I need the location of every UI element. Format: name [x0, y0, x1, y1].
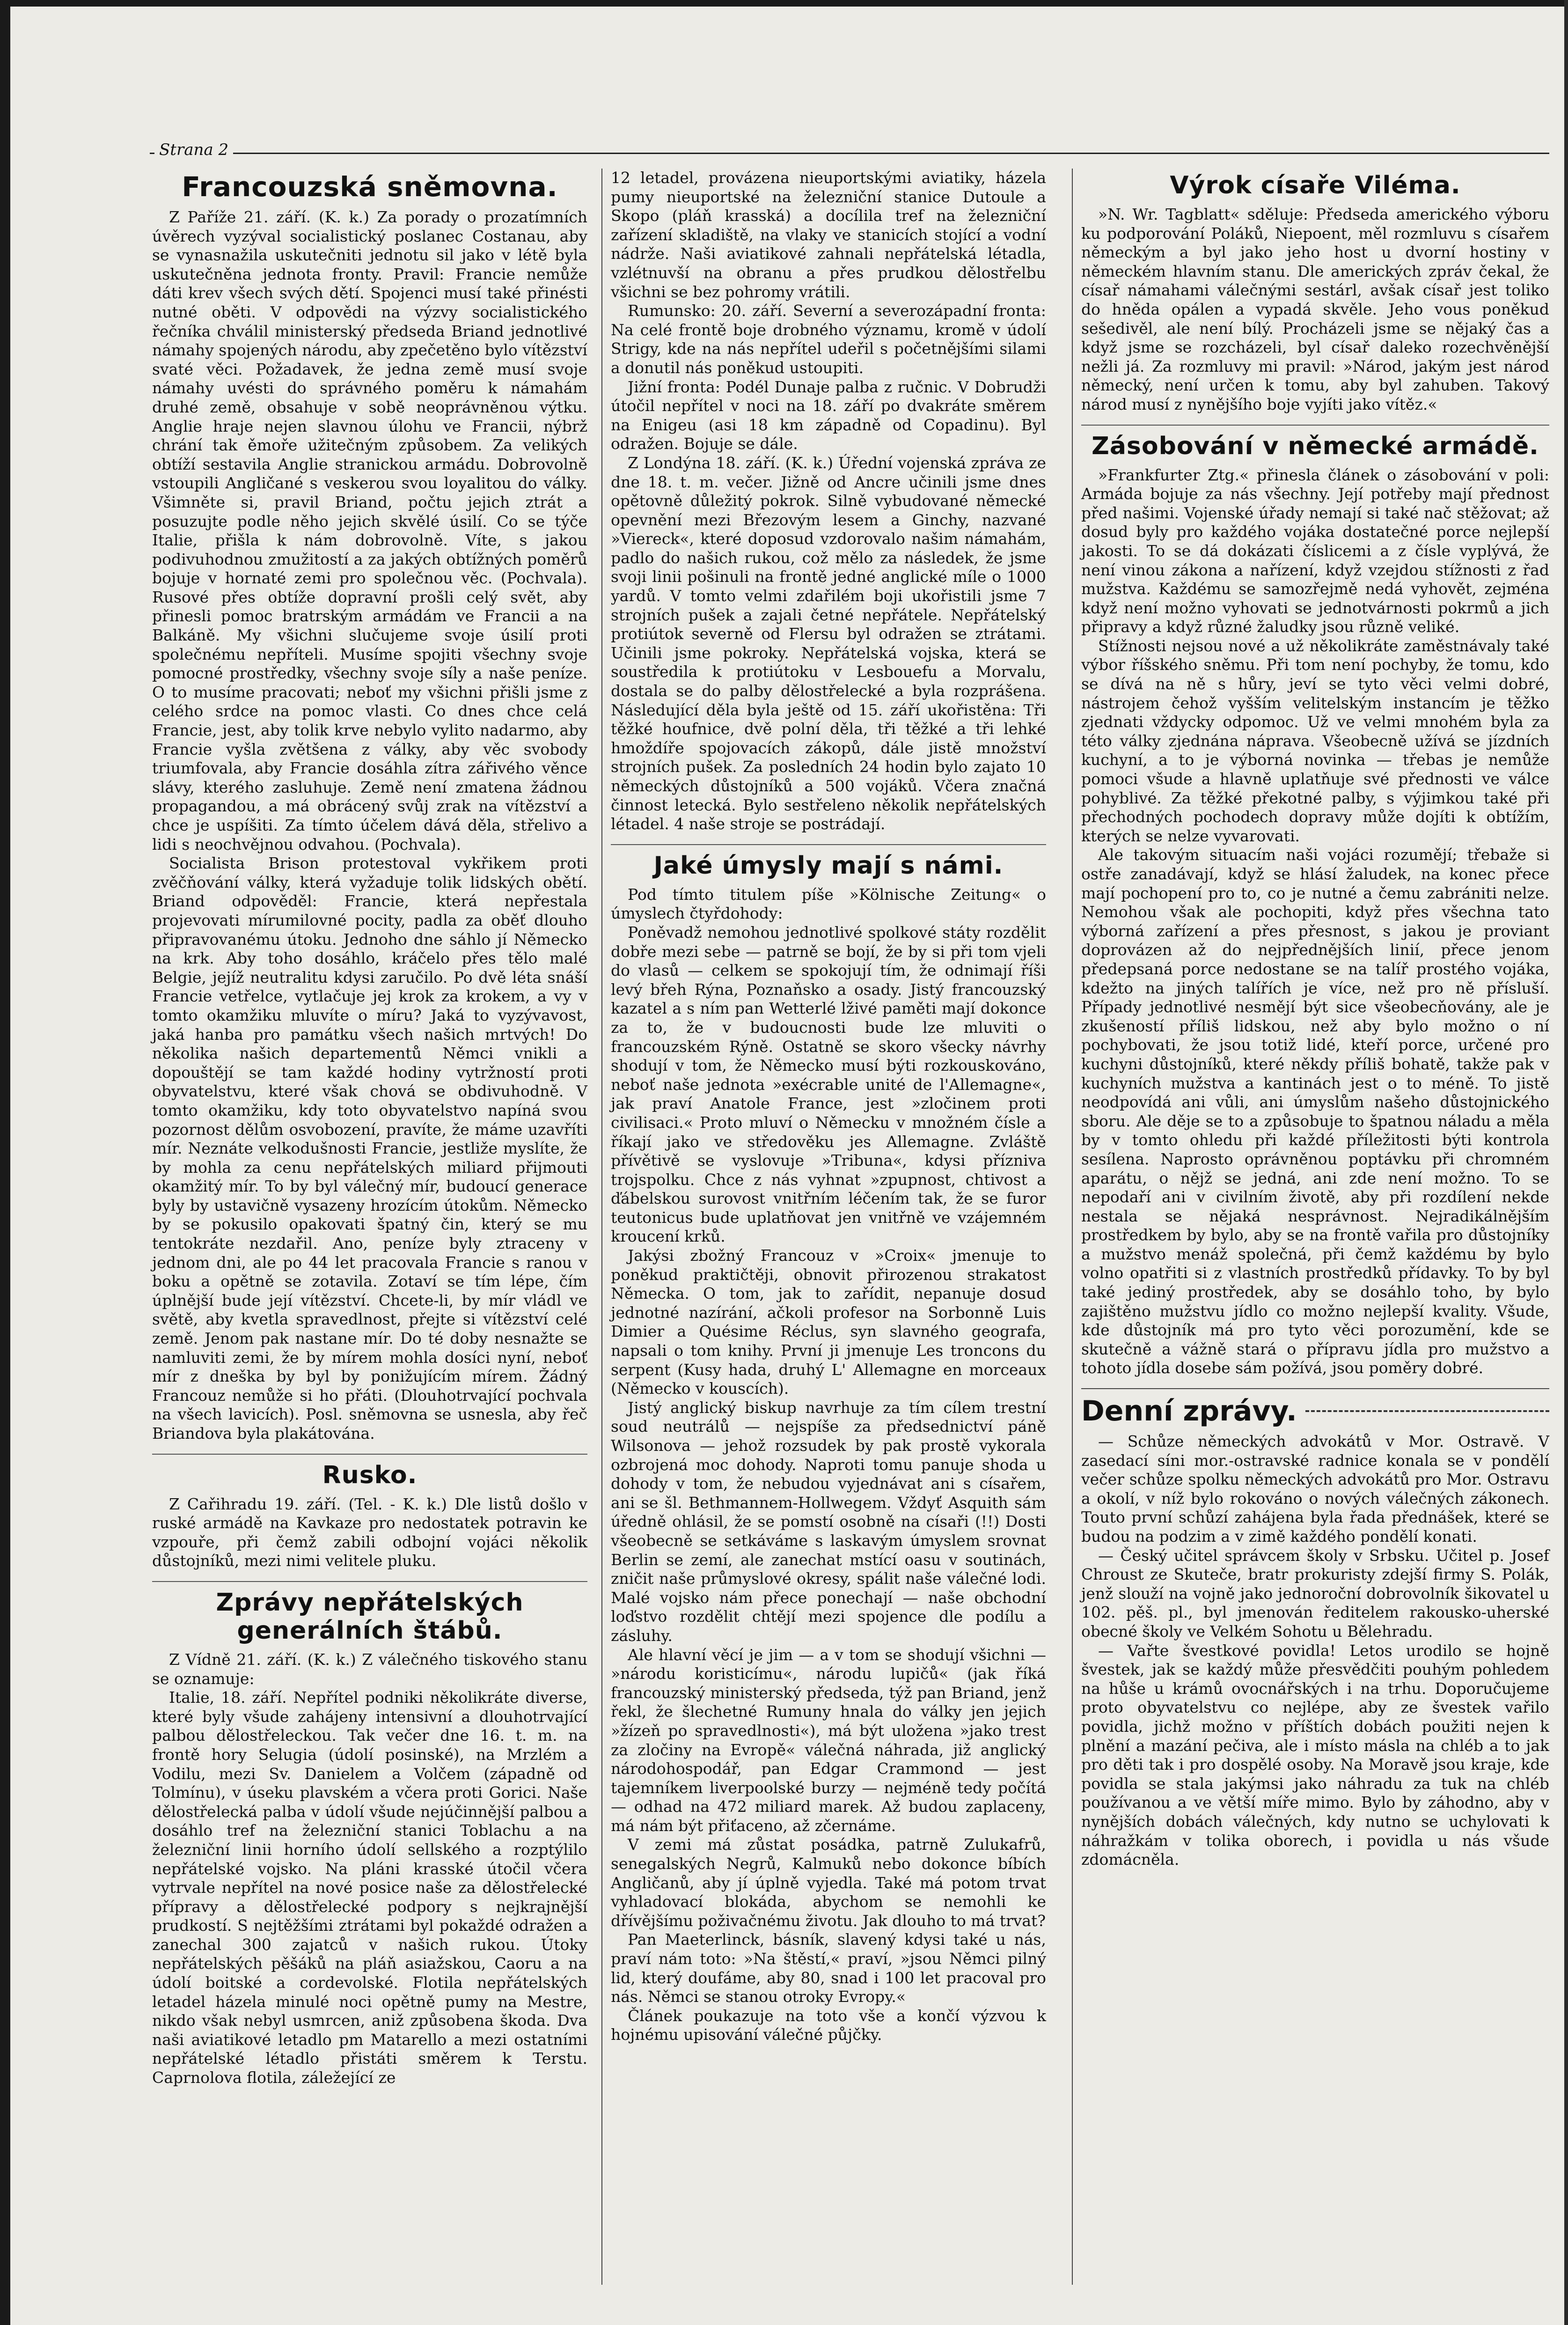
article-denni-zpravy	[1081, 1395, 1549, 1869]
article-separator	[1081, 1388, 1549, 1389]
article-paragraph: »Frankfurter Ztg.« přinesla článek o zásobování v poli: Armáda bojuje za nás všechny. Její potřeby mají přednost před našimi. Vojenské úřady nemají si také nač stěžovat; až dosud byly pro každého vojáka dostatečné porce nejlepší jakosti. To se dá dokázati číslicemi a z čísle vyplývá, že není vinou zákona a nařízení, když vzejdou stížnosti z řad mužstva. Každému se samozřejmě nedá vyhovět, zejména když není možno vyhovati se jednotvárnosti pokrmů a jich připravy a když různé žaludky jsou různě veliké.	[1081, 465, 1549, 636]
scan-edge-top	[0, 0, 1568, 7]
article-title: Jaké úmysly mají s námi.	[653, 851, 1004, 880]
section-title: Denní zprávy.	[1081, 1395, 1297, 1428]
column-3	[1081, 169, 1549, 2285]
column-rule	[1072, 169, 1073, 2285]
column-rule	[601, 169, 602, 2285]
article-title: Rusko.	[322, 1461, 418, 1489]
article-paragraph: — Schůze německých advokátů v Mor. Ostravě. V zasedací síni mor.-ostravské radnice konala se v pondělí večer schůze spolku německých advokátů pro Mor. Ostravu a okolí, v níž bylo rokováno o nových válečných zákonech. Touto první schůzí zahájena byla řada přednášek, které se budou na podzim a v zimě každého pondělí konati.	[1081, 1432, 1549, 1545]
article-paragraph: Socialista Brison protestoval vykřikem proti zvěčňování války, která vyžaduje tolik lidských obětí. Briand odpověděl: Francie, která nepřestala projevovati mírumilovné pocity, padla za oběť dlouho připravovanému útoku. Jednoho dne sáhlo jí Německo na krk. Aby toho dosáhlo, kráčelo přes tělo malé Belgie, jejíž neutralitu kdysi zaručilo. Po dvě léta snáší Francie vetřelce, vytlačuje jej krok za krokem, a vy v tomto okamžiku mluvíte o míru? Jaká to vyzývavost, jaká hanba pro památku všech našich mrtvých! Do několika našich departementů Němci vnikli a dopouštějí se tam každé hodiny vytržností proti obyvatelstvu, které však chová se obdivuhodně. V tomto okamžiku, kdy toto obyvatelstvo napíná svou pozornost dělům osvobození, pravíte, že máme uzavříti mír. Neznáte velkodušnosti Francie, jestliže myslíte, že by mohla za cenu nepřátelských miliard přijmouti okamžitý mír. To by byl válečný mír, budoucí generace byly by ustavičně vysazeny hrozícím útokům. Německo by se pokusilo opakovati špatný čin, který se mu tentokráte nezdařil. Ano, peníze byly ztraceny v jednom dni, ale po 44 let pracovala Francie s ranou v boku a opětně se zotavila. Zotaví se tím lépe, čím úplnější bude její vítězství. Chcete-li, by mír vládl ve světě, aby kvetla spravedlnost, přejte si vítězství celé země. Jenom pak nastane mír. Do té doby nesnažte se namluviti zemi, že by mírem mohla dosíci nyní, neboť mír z dneška by byl by ponižujícím mírem. Žádný Francouz nemůže si ho přáti. (Dlouhotrvající pochvala na všech lavicích). Posl. sněmovna se usnesla, aby řeč Briandova byla plakátována.	[152, 854, 587, 1442]
article-continuation	[611, 169, 1046, 834]
article-paragraph: Ale hlavní věcí je jim — a v tom se shodují všichni — »národu koristicímu«, národu lupičů« (jak říká francouzský ministerský předseda, týž pan Briand, jenž řekl, že šlechetné Rumuny hnala do války jen jejich »žízeň po spravedlnosti«), má být uložena »jako trest za zločiny na Evropě« válečná náhrada, již anglický národohospodář, pan Edgar Crammond — jest tajemníkem liverpoolské burzy — nejméně tedy počítá — odhad na 472 miliard marek. Až budou zaplaceny, má nám být přiťaceno, až zčernáme.	[611, 1645, 1046, 1835]
section-header	[1081, 1395, 1549, 1427]
article-paragraph: Z Cařihradu 19. září. (Tel. - K. k.) Dle listů došlo v ruské armádě na Kavkaze pro nedostatek potravin ke vzpouře, při čemž zabili odbojní vojáci několik důstojníků, mezi nimi velitele pluku.	[152, 1494, 587, 1570]
article-paragraph: Jakýsi zbožný Francouz v »Croix« jmenuje to poněkud praktičtěji, obnovit přirozenou strakatost Německa. O tom, jak to zařídit, nepanuje dosud jednotné nazírání, ačkoli profesor na Sorbonně Luis Dimier a Quésime Réclus, syn slavného geografa, napsali o tom knihy. První ji jmenuje Les troncons du serpent (Kusy hada, druhý L' Allemagne en morceaux (Německo v kouscích).	[611, 1246, 1046, 1398]
article-zasobovani	[1081, 432, 1549, 1378]
article-francouzska-snemovna	[152, 171, 587, 1443]
article-paragraph: Poněvadž nemohou jednotlivé spolkové státy rozdělit dobře mezi sebe — patrně se bojí, že by si při tom vjeli do vlasů — celkem se spokojují tím, že odnimají říši levý břeh Rýna, Poznaňsko a osady. Jistý francouzský kazatel a s ním pan Wetterlé lživé paměti mají dokonce za to, že v budoucnosti bude lze mluviti o francouzském Rýně. Ostatně se skoro všecky návrhy shodují v tom, že Německo musí býti rozkouskováno, neboť naše jednota »exécrable unité de l'Allemagne«, jak praví Anatole France, jest »zločinem proti civilisaci.« Proto mluví o Německu v množném čísle a říkají jako ve středověku jes Allemagne. Zvláště přívětivě se vyslovuje »Tribuna«, kdysi přízniva trojspolku. Chce z nás vyhnat »zpupnost, chtivost a ďábelskou surovost vnitřním léčením tak, že se furor teutonicus bude uplatňovat jen vnitřně ve vzájemném kroucení krků.	[611, 923, 1046, 1246]
article-title: Výrok císaře Viléma.	[1170, 171, 1461, 199]
article-paragraph: Z Paříže 21. září. (K. k.) Za porady o prozatímních úvěrech vyzýval socialistický poslanec Costanau, aby se vynasnažila uskutečniti jednotu sil jako v létě byla uskutečněna jednota fronty. Pravil: Francie nemůže dáti krev všech svých dětí. Spojenci musí také přinésti nutné oběti. V odpovědi na výzvy socialistického řečníka chválil ministerský předseda Briand jednotlivé námahy spojených národu, aby zpečetěno bylo vítězství svaté věci. Požadavek, že jedna země musí svoje námahy uvésti do správného poměru k námahám druhé země, obsahuje v sobě neoprávněnou výtku. Anglie hraje nejen slavnou úlohu ve Francii, nýbrž chrání tak ěmoře užitečným způsobem. Za velikých obtíží sestavila Anglie stranickou armádu. Dobrovolně vstoupili Angličané s veskerou svou loyalitou do války. Všimněte si, pravil Briand, počtu jejich ztrát a posuzujte podle něho jejich skvělé úsilí. Co se týče Italie, přišla k nám dobrovolně. Víte, s jakou podivuhodnou zmužitostí a za jakých obtížných poměrů bojuje v hornaté zemi pro společnou věc. (Pochvala). Rusové přes obtíže dopravní prošli celý svět, aby přinesli pomoc bratrským armádám ve Francii a na Balkáně. My všichni slučujeme svoje úsilí proti společnému nepříteli. Musíme spojiti všechny svoje pomocné prostředky, všechny svoje síly a naše peníze. O to musíme pracovati; neboť my všichni přišli jsme z celého srdce na pomoc vlasti. Co dnes chce celá Francie, jest, aby tolik krve nebylo vylito nadarmo, aby Francie vyšla zvětšena z války, aby věc svobody triumfovala, aby Francie dosáhla zítra zářivého věnce slávy, kterého zasluhuje. Země není zmatena žádnou propagandou, a má obrácený svůj zrak na vítězství a chce je uspíšiti. Za tímto účelem dává děla, střelivo a lidi s neochvějnou odvahou. (Pochvala).	[152, 208, 587, 853]
article-paragraph: Článek poukazuje na toto vše a končí výzvou k hojnému upisování válečné půjčky.	[611, 2006, 1046, 2044]
scan-edge-right	[1564, 0, 1568, 2325]
article-jake-umysly	[611, 852, 1046, 2045]
article-title: Zprávy nepřátelských generálních štábů.	[216, 1588, 524, 1645]
column-2	[611, 169, 1046, 2285]
article-paragraph: Pod tímto titulem píše »Kölnische Zeitung« o úmyslech čtyřdohody:	[611, 885, 1046, 923]
article-paragraph: Z Vídně 21. září. (K. k.) Z válečného tiskového stanu se oznamuje:	[152, 1650, 587, 1688]
article-vyrok-cisare	[1081, 171, 1549, 414]
article-paragraph: V zemi má zůstat posádka, patrně Zulukafrů, senegalských Negrů, Kalmuků nebo dokonce bíbích Angličanů, aby jí úplně vyjedla. Také má potom trvat vyhladovací blokáda, abychom se nemohli ke dřívějšímu poživačnému životu. Jak dlouho to má trvat?	[611, 1835, 1046, 1930]
article-paragraph: — Český učitel správcem školy v Srbsku. Učitel p. Josef Chroust ze Skuteče, bratr prokuristy zdejší firmy S. Polák, jenž slouží na vojně jako jednoroční dobrovolník šikovatel u 102. pěš. pl., byl jmenován ředitelem rakousko-uherské obecné školy ve Velkém Sohotu u Bělehradu.	[1081, 1546, 1549, 1641]
page-number-label: Strana 2	[154, 140, 233, 159]
article-paragraph: Stížnosti nejsou nové a už několikráte zaměstnávaly také výbor říšského sněmu. Při tom není pochyby, že tomu, kdo se dívá na ně s hůry, jeví se tyto věci velmi dobré, nástrojem čehož vyšším velitelským instancím je těžko zjednati vždycky odpomoc. Už ve velmi mnohém byla za této války zjednána náprava. Všeobecně užívá se jízdních kuchyní, a to je výborná novinka — třebas je nemůže pomoci všude a hlavně uplatňuje své přednosti ve válce pohyblivé. Za těžké překotné palby, s výjimkou také při přechodných pochodech dopravy může dojíti k obtížím, kterých se nelze vyvarovati.	[1081, 636, 1549, 845]
article-title: Zásobování v německé armádě.	[1092, 432, 1539, 460]
article-zpravy-generalnich-stabu	[152, 1589, 587, 2088]
article-separator	[1081, 425, 1549, 426]
article-paragraph: Ale takovým situacím naši vojáci rozumějí; třebaže si ostře zanadávají, když se hlásí žaludek, na konec přece mají pochopení pro to, co je nutné a čemu zabrániti nelze. Nemohou však ale pochopiti, když přes všechna tato výborná zařízení a přes přesnost, s jakou je proviant doprovázen až do nejpřednějších linií, přece jenom předepsaná porce nedostane se na talíř prostého vojáka, kdežto na jiných talířích je více, než pro ně přísluší. Případy jednotlivé nesmějí být sice všeobecňovány, ale je zkušeností příliš lidskou, než aby bylo možno o ní pochybovati, že jsou totiž lidé, kteří porce, určené pro kuchyni důstojníků, které někdy příliš bohatě, takže pak v kuchyních mužstva a kantinách jest o to méně. To jistě neodpovídá ani vůli, ani úmyslům našeho důstojnického sboru. Ale děje se to a způsobuje to špatnou náladu a měla by v tomto ohledu při každé příležitosti býti kontrola sesílena. Naprosto oprávněnou poptávku při chromném aparátu, o nějž se jedná, ani zde není možno. To se nepodaří ani v civilním životě, aby při rozdílení nekde nestala se nějaká nesprávnost. Nejradikálnějším prostředkem by bylo, aby se na frontě vařila pro důstojníky a mužstvo menáž společná, při čemž každému by bylo volno opatřiti si z vlastních prostředků přídavky. To by byl také jediný prostředek, aby se dosáhlo toho, by bylo zajištěno mužstvu jídlo co možno nejlepší kvality. Všude, kde důstojník má pro tyto věci porozumění, kde se skutečně a vážně stará o přípravu jídla pro mužstvo a tohoto jídla dosebe sám požívá, jsou poměry dobré.	[1081, 846, 1549, 1377]
article-separator	[152, 1581, 587, 1582]
article-paragraph: Jižní fronta: Podél Dunaje palba z ručnic. V Dobrudži útočil nepřítel v noci na 18. září po dvakráte směrem na Enigeu (asi 18 km západně od Copadinu). Byl odražen. Bojuje se dále.	[611, 377, 1046, 453]
article-paragraph: — Vařte švestkové povidla! Letos urodilo se hojně švestek, jak se každý může přesvědčiti pouhým pohledem na hůše u krámů ovocnářských i na trhu. Doporučujeme proto obyvatelstvu co nejlépe, aby ze švestek vařilo povidla, jichž možno v příštích dobách použiti nejen k plnění a mazání pečiva, ale i místo másla na chléb a to jak pro děti tak i pro dospělé osoby. Na Moravě jsou kraje, kde povidla se stala jakýmsi jako náhradu za tuk na chléb používanou a ve větší míře mimo. Bylo by záhodno, aby v nynějších dobách válečných, kdy nutno se uchylovati k náhražkám v tolika oborech, i povidla u nás všude zdomácněla.	[1081, 1641, 1549, 1869]
article-rusko	[152, 1461, 587, 1571]
article-paragraph: Pan Maeterlinck, básník, slavený kdysi také u nás, praví nám toto: »Na štěstí,« praví, »jsou Němci pilný lid, který doufáme, aby 80, snad i 100 let pracoval pro nás. Němci se stanou otroky Evropy.«	[611, 1930, 1046, 2006]
scan-edge-left	[0, 0, 10, 2325]
article-paragraph: Z Londýna 18. září. (K. k.) Úřední vojenská zpráva ze dne 18. t. m. večer. Jižně od Ancre učinili jsme dnes opětovně důležitý pokrok. Silně vybudované německé opevnění mezi Březovým lesem a Ginchy, nazvané »Viereck«, které doposud vzdorovalo našim námahám, padlo do našich rukou, což mělo za následek, že jsme svoji linii pošinuli na frontě jedné anglické míle o 1000 yardů. V tomto velmi zdařilém boji ukořistili jsme 7 strojních pušek a zajali četné nepřátele. Nepřátelský protiútok severně od Flersu byl odražen se ztrátami. Učinili jsme pokroky. Nepřátelská vojska, která se soustředila k protiútoku v Lesbouefu a Morvalu, dostala se do palby dělostřelecké a byla rozprášena. Následující děla byla ještě od 15. září ukořistěna: Tři těžké houfnice, dvě polní děla, tři těžké a tři lehké hmoždíře spojovacích zákopů, dále jistě množství strojních pušek. Za posledních 24 hodin bylo zajato 10 německých důstojníků a 500 vojáků. Včera značná činnost letecká. Bylo sestřeleno několik nepřátelských létadel. 4 naše stroje se postrádají.	[611, 453, 1046, 833]
article-paragraph: Jistý anglický biskup navrhuje za tím cílem trestní soud neutrálů — nejspíše za předsednictví páně Wilsonova — jehož rozsudek by pak prostě vykorala ozbrojená moc dohody. Naproti tomu panuje shoda u dohody v tom, že nebudou vyjednávat ani s císařem, ani se šl. Bethmannem-Hollwegem. Vždyť Asquith sám úředně ohlásil, že se pomstí osobně na císaři (!!) Dosti všeobecně se setkáváme s laskavým úmyslem srovnat Berlin se zemí, ale zanechat mstící oasu v soutinách, zničit naše průmyslové okresy, spálit naše válečné lodi. Malé vojsko nám přece ponechají — naše obchodní loďstvo rozdělit chtějí mezi spojence dle podílu a zásluhy.	[611, 1398, 1046, 1645]
article-paragraph: Italie, 18. září. Nepřítel podniki několikráte diverse, které byly všude zahájeny intensivní a dlouhotrvající palbou dělostřeleckou. Tak večer dne 16. t. m. na frontě hory Selugia (údolí posinské), na Mrzlém a Vodilu, mezi Sv. Danielem a Volčem (západně od Tolmínu), v úseku plavském a včera proti Gorici. Naše dělostřelecká palba v údolí všude nejúčinnější palbou a dosáhlo tref na železniční stanici Toblachu a na železniční linii horního údolí sellského a rozptýlilo nepřátelské vojsko. Na pláni krasské útočil včera vytrvale nepřítel na nové posice naše za dělostřelecké přípravy a dělostřelecké podpory s nejkrajnější prudkostí. S nejtěžšími ztrátami byl pokaždé odražen a zanechal 300 zajatců v našich rukou. Útoky nepřátelských pěšáků na pláň asiažskou, Caoru a na údolí boitské a cordevolské. Flotila nepřátelských letadel házela minulé noci opětně pumy na Mestre, nikdo však nebyl usmrcen, aniž způsobena škoda. Dva naši aviatikové letadlo pm Matarello a mezi ostatními nepřátelské létadlo přistáti směrem k Terstu. Caprnolova flotila, záležející ze	[152, 1688, 587, 2087]
article-title: Francouzská sněmovna.	[182, 171, 558, 203]
article-paragraph: 12 letadel, provázena nieuportskými aviatiky, házela pumy nieuportské na železniční stanice Dutoule a Skopo (pláň krasská) a docílila tref na železniční zařízení skladiště, na vlaky ve stanicích stojící a vodní nádrže. Naši aviatikové zahnali nepřátelská létadla, vzlétnuvší na obranu a přes prudkou dělostřelbu všichni se bez pohromy vrátili.	[611, 169, 1046, 301]
article-paragraph: Rumunsko: 20. září. Severní a severozápadní fronta: Na celé frontě boje drobného významu, kromě v údolí Strigy, kde na nás nepřítel udeřil s početnějšími silami a donutil nás poněkud ustoupiti.	[611, 302, 1046, 377]
article-paragraph: »N. Wr. Tagblatt« sděluje: Předseda amerického výboru ku podporování Poláků, Niepoent, měl rozmluvu s císařem německým a byl jako jeho host u dvorní hostiny v německém hlavním stanu. Dle amerických zpráv čekal, že císař námahami válečnými sestárl, avšak císař jest toliko do hněda opálen a vypadá skvěle. Jeho vous poněkud sešedivěl, ale není bílý. Procházeli jsme se nějaký čas a když jsme se rozcházeli, byl císař daleko rozechvěnější nežli já. Za rozmluvy mi pravil: »Národ, jakým jest národ německý, není určen k tomu, aby byl zahuben. Takový národ musí z nynějšího boje vyjíti jako vítěz.«	[1081, 205, 1549, 413]
header-rule	[150, 149, 1549, 157]
column-1	[152, 169, 587, 2285]
article-separator	[611, 844, 1046, 845]
article-separator	[152, 1454, 587, 1455]
ornament-wave	[1305, 1410, 1549, 1412]
